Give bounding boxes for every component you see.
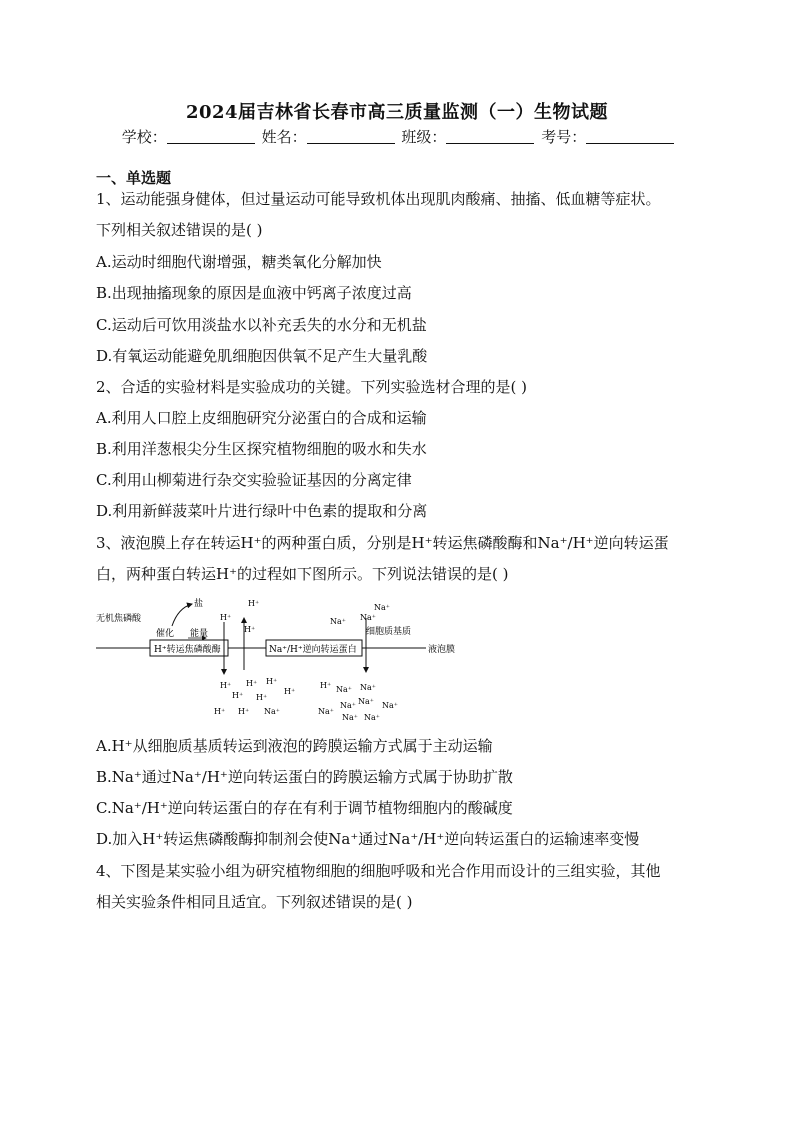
salt-arrow	[172, 604, 192, 626]
section-heading: 一、单选题	[96, 169, 172, 187]
ion-na: Na⁺	[374, 603, 390, 612]
antiporter-label: Na⁺/H⁺逆向转运蛋白	[269, 645, 357, 655]
q1-option-b: B.出现抽搐现象的原因是血液中钙离子浓度过高	[96, 284, 412, 302]
vacuole-membrane-transport-diagram	[96, 596, 456, 724]
student-info-row	[0, 126, 794, 147]
q3-option-b: B.Na⁺通过Na⁺/H⁺逆向转运蛋白的跨膜运输方式属于协助扩散	[96, 768, 513, 786]
q2-option-d: D.利用新鲜菠菜叶片进行绿叶中色素的提取和分离	[96, 502, 428, 520]
ion-h: H⁺	[320, 681, 332, 690]
salt-label: 盐	[194, 599, 204, 609]
catalysis-label: 催化	[156, 629, 175, 639]
ion-h: H⁺	[266, 677, 278, 686]
cytoplasm-label: 细胞质基质	[366, 627, 412, 637]
exam-number-label: 考号：	[541, 128, 587, 146]
ion-h: H⁺	[246, 679, 258, 688]
q3-stem-line2: 白，两种蛋白转运H⁺的过程如下图所示。下列说法错误的是( )	[96, 565, 509, 583]
ion-na: Na⁺	[336, 685, 352, 694]
ion-na: Na⁺	[340, 701, 356, 710]
class-blank	[446, 129, 534, 144]
ion-h: H⁺	[214, 707, 226, 716]
q1-stem-line2: 下列相关叙述错误的是( )	[96, 221, 263, 239]
ion-h: H⁺	[244, 625, 256, 634]
ion-na: Na⁺	[360, 613, 376, 622]
ion-h: H⁺	[232, 691, 244, 700]
ion-h: H⁺	[220, 681, 232, 690]
ion-na: Na⁺	[342, 713, 358, 722]
name-label: 姓名：	[261, 128, 307, 146]
q2-option-a: A.利用人口腔上皮细胞研究分泌蛋白的合成和运输	[96, 409, 427, 427]
q2-option-b: B.利用洋葱根尖分生区探究植物细胞的吸水和失水	[96, 440, 427, 458]
q4-stem-line2: 相关实验条件相同且适宜。下列叙述错误的是( )	[96, 893, 413, 911]
membrane-label: 液泡膜	[428, 645, 456, 655]
ion-na: Na⁺	[382, 701, 398, 710]
q1-option-a: A.运动时细胞代谢增强，糖类氧化分解加快	[96, 253, 382, 271]
q3-option-d: D.加入H⁺转运焦磷酸酶抑制剂会使Na⁺通过Na⁺/H⁺逆向转运蛋白的运输速率变慢	[96, 830, 640, 848]
energy-label: 能量	[190, 629, 209, 639]
name-blank	[307, 129, 395, 144]
ion-h: H⁺	[220, 613, 232, 622]
ion-na: Na⁺	[364, 713, 380, 722]
ion-h: H⁺	[238, 707, 250, 716]
ion-na: Na⁺	[360, 683, 376, 692]
ion-h: H⁺	[284, 687, 296, 696]
q1-stem-line1: 1、运动能强身健体，但过量运动可能导致机体出现肌肉酸痛、抽搐、低血糖等症状。	[96, 190, 661, 208]
q2-stem-line1: 2、合适的实验材料是实验成功的关键。下列实验选材合理的是( )	[96, 378, 528, 396]
ion-na: Na⁺	[264, 707, 280, 716]
page-title: 2024届吉林省长春市高三质量监测（一）生物试题	[185, 102, 609, 123]
ion-na: Na⁺	[330, 617, 346, 626]
pump-label: H⁺转运焦磷酸酶	[154, 645, 221, 655]
ion-na: Na⁺	[358, 697, 374, 706]
school-blank	[167, 129, 255, 144]
ion-h: H⁺	[248, 599, 260, 608]
q3-option-a: A.H⁺从细胞质基质转运到液泡的跨膜运输方式属于主动运输	[96, 737, 493, 755]
exam-number-blank	[586, 129, 674, 144]
school-label: 学校：	[121, 128, 167, 146]
q2-option-c: C.利用山柳菊进行杂交实验验证基因的分离定律	[96, 471, 412, 489]
q1-option-d: D.有氧运动能避免肌细胞因供氧不足产生大量乳酸	[96, 347, 428, 365]
class-label: 班级：	[401, 128, 447, 146]
q4-stem-line1: 4、下图是某实验小组为研究植物细胞的细胞呼吸和光合作用而设计的三组实验，其他	[96, 862, 661, 880]
q3-option-c: C.Na⁺/H⁺逆向转运蛋白的存在有利于调节植物细胞内的酸碱度	[96, 799, 513, 817]
ion-na: Na⁺	[318, 707, 334, 716]
q3-stem-line1: 3、液泡膜上存在转运H⁺的两种蛋白质，分别是H⁺转运焦磷酸酶和Na⁺/H⁺逆向转运蛋	[96, 534, 669, 552]
q1-option-c: C.运动后可饮用淡盐水以补充丢失的水分和无机盐	[96, 316, 427, 334]
pyrophosphate-label: 无机焦磷酸	[96, 614, 142, 624]
ion-h: H⁺	[256, 693, 268, 702]
